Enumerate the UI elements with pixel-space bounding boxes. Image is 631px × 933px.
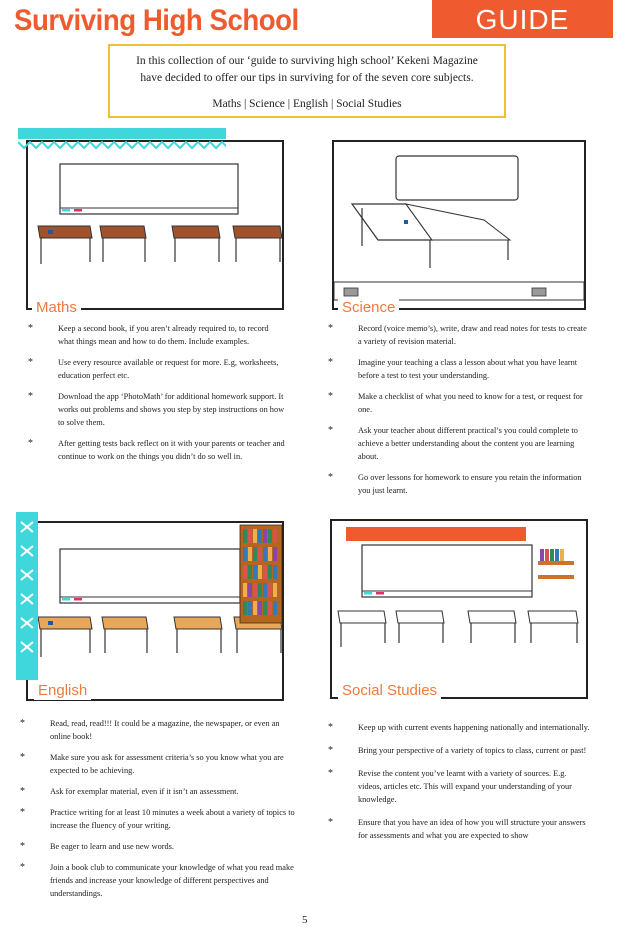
- page-number: 5: [302, 914, 308, 926]
- classroom-bookshelf-drawing: [28, 523, 282, 699]
- list-item: * Make sure you ask for assessment criteria’s so you know what you are expected to be achieving.: [20, 752, 284, 775]
- list-item: * Keep up with current events happening nationally and internationally.: [328, 722, 590, 733]
- english-label: English: [34, 682, 91, 700]
- classroom-shelf-drawing: [332, 521, 586, 697]
- english-illustration: [26, 521, 284, 701]
- intro-line-2: have decided to offer our tips in surviving for of the seven core subjects.: [140, 72, 474, 84]
- list-item: * Make a checklist of what you need to know for a test, or request for one.: [328, 391, 583, 414]
- list-item: * Ask for exemplar material, even if it isn’t an assessment.: [20, 786, 239, 797]
- list-item: * Be eager to learn and use new words.: [20, 841, 174, 852]
- english-bullets: [20, 717, 300, 908]
- teal-pattern-strip: [18, 128, 226, 152]
- list-item: * Bring your perspective of a variety of topics to class, current or past!: [328, 745, 587, 756]
- classroom-drawing: [28, 142, 282, 308]
- list-item: * Imagine your teaching a class a lesson about what you have learnt before a test to test your understanding.: [328, 357, 578, 380]
- maths-illustration: [26, 140, 284, 310]
- guide-badge: GUIDE: [432, 0, 613, 38]
- social-studies-illustration: [330, 519, 588, 699]
- list-item: * Practice writing for at least 10 minutes a week about a variety of topics to increase the fluency of your writing.: [20, 807, 295, 830]
- list-item: * Record (voice memo’s), write, draw and read notes for tests to create a variety of revision material.: [328, 323, 587, 346]
- social-studies-bullets: [328, 721, 592, 850]
- list-item: * Download the app ‘PhotoMath’ for additional homework support. It works out problems and shows you step by step instructions on how to solve them.: [28, 391, 285, 427]
- list-item: * Keep a second book, if you aren’t already required to, to record what things mean and how to do them. Include examples.: [28, 323, 269, 346]
- list-item: * Join a book club to communicate your knowledge of what you read make friends and increase your knowledge of different perspectives and understandings.: [20, 862, 294, 898]
- maths-bullets: [28, 322, 286, 471]
- lab-drawing: [334, 142, 584, 308]
- maths-label: Maths: [32, 299, 81, 317]
- list-item: * Revise the content you’ve learnt with a variety of sources. E.g. videos, articles etc. This will expand your understanding of your knowledge.: [328, 768, 572, 804]
- teal-pattern-strip-vertical: [16, 512, 38, 680]
- list-item: * Read, read, read!!! It could be a magazine, the newspaper, or even an online book!: [20, 718, 280, 741]
- list-item: * Ask your teacher about different practical’s you could complete to achieve a better understanding about the content you are learning about.: [328, 425, 578, 461]
- intro-subjects: Maths | Science | English | Social Studies: [212, 98, 402, 110]
- science-bullets: [328, 322, 592, 505]
- science-label: Science: [338, 299, 399, 317]
- social-studies-label: Social Studies: [338, 682, 441, 700]
- page-title: Surviving High School: [14, 4, 299, 37]
- intro-line-1: In this collection of our ‘guide to surviving high school’ Kekeni Magazine: [136, 55, 478, 67]
- list-item: * After getting tests back reflect on it with your parents or teacher and continue to work on the things you didn’t do so well in.: [28, 438, 285, 461]
- list-item: * Go over lessons for homework to ensure you retain the information you just learnt.: [328, 472, 582, 495]
- list-item: * Use every resource available or request for more. E.g, worksheets, education perfect etc.: [28, 357, 279, 380]
- list-item: * Ensure that you have an idea of how you will structure your answers for assessments and what you are expected to show: [328, 817, 586, 840]
- science-illustration: [332, 140, 586, 310]
- intro-box: [108, 44, 506, 118]
